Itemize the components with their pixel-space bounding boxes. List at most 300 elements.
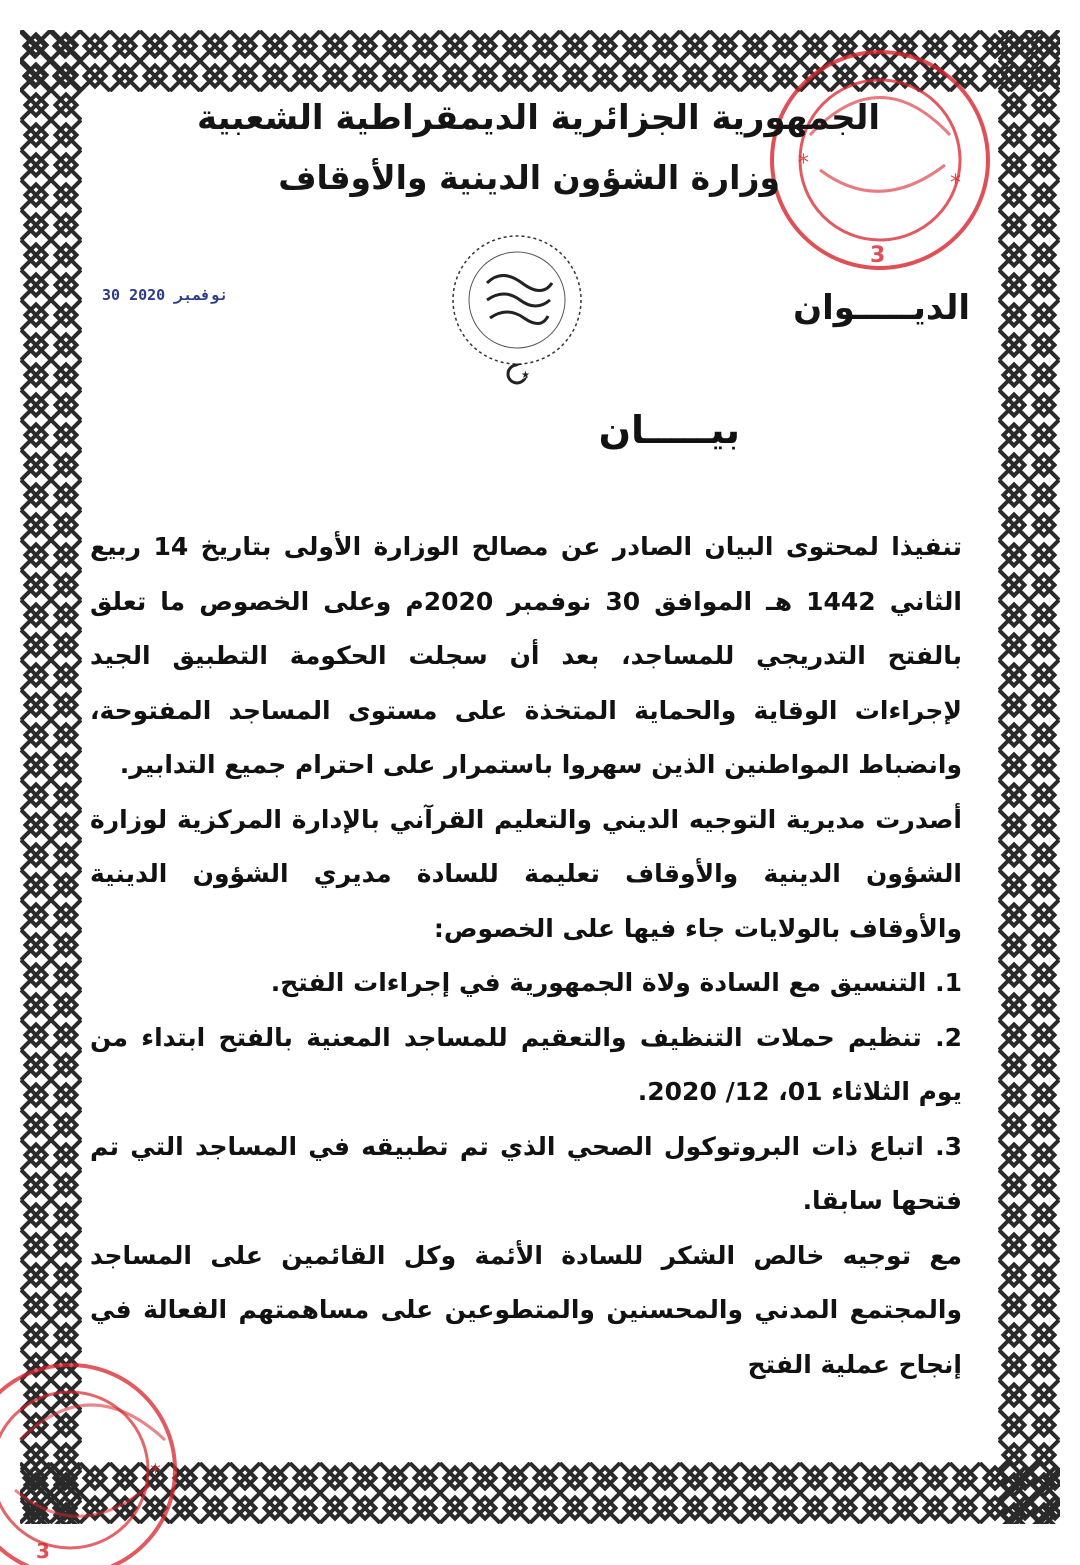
svg-text:★: ★ bbox=[521, 370, 530, 381]
svg-text:3: 3 bbox=[36, 1539, 50, 1563]
border-knot bbox=[110, 31, 140, 61]
border-knot bbox=[350, 61, 380, 91]
border-knot bbox=[1029, 120, 1059, 150]
border-knot bbox=[260, 1463, 290, 1493]
border-knot bbox=[999, 210, 1029, 240]
border-knot bbox=[470, 1493, 500, 1523]
border-knot bbox=[21, 1230, 51, 1260]
border-knot bbox=[560, 61, 590, 91]
border-knot bbox=[999, 1500, 1029, 1524]
border-knot bbox=[51, 180, 81, 210]
border-knot bbox=[920, 1463, 950, 1493]
border-knot bbox=[860, 1463, 890, 1493]
border-knot bbox=[1029, 660, 1059, 690]
border-knot bbox=[21, 510, 51, 540]
border-knot bbox=[21, 930, 51, 960]
border-knot bbox=[1029, 1320, 1059, 1350]
border-knot bbox=[1029, 1080, 1059, 1110]
border-knot bbox=[1029, 210, 1059, 240]
border-knot bbox=[999, 690, 1029, 720]
border-knot bbox=[51, 60, 81, 90]
border-knot bbox=[21, 720, 51, 750]
border-knot bbox=[260, 31, 290, 61]
border-knot bbox=[51, 780, 81, 810]
border-knot bbox=[51, 150, 81, 180]
border-knot bbox=[999, 270, 1029, 300]
border-knot bbox=[140, 61, 170, 91]
border-knot bbox=[1029, 270, 1059, 300]
border-knot bbox=[51, 930, 81, 960]
border-knot bbox=[999, 660, 1029, 690]
border-knot bbox=[51, 660, 81, 690]
border-knot bbox=[770, 1493, 800, 1523]
border-knot bbox=[1029, 240, 1059, 270]
border-knot bbox=[51, 330, 81, 360]
border-knot bbox=[999, 330, 1029, 360]
border-knot bbox=[530, 1463, 560, 1493]
border-knot bbox=[51, 270, 81, 300]
border-knot bbox=[999, 1200, 1029, 1230]
border-knot bbox=[1029, 720, 1059, 750]
border-knot bbox=[500, 31, 530, 61]
border-knot bbox=[51, 1320, 81, 1350]
border-knot bbox=[999, 540, 1029, 570]
border-knot bbox=[21, 1260, 51, 1290]
border-knot bbox=[620, 31, 650, 61]
border-knot bbox=[560, 1463, 590, 1493]
border-knot bbox=[530, 1493, 560, 1523]
border-knot bbox=[680, 1493, 710, 1523]
border-knot bbox=[920, 1493, 950, 1523]
border-knot bbox=[51, 990, 81, 1020]
border-knot bbox=[21, 630, 51, 660]
border-knot bbox=[1029, 1290, 1059, 1320]
border-knot bbox=[999, 630, 1029, 660]
border-knot bbox=[999, 1410, 1029, 1440]
border-knot bbox=[21, 360, 51, 390]
border-knot bbox=[500, 1493, 530, 1523]
list-item: 1. التنسيق مع السادة ولاة الجمهورية في إجراءات الفتح. bbox=[270, 968, 962, 997]
border-knot bbox=[1029, 750, 1059, 780]
border-knot bbox=[290, 1463, 320, 1493]
border-knot bbox=[51, 300, 81, 330]
border-knot bbox=[51, 1140, 81, 1170]
border-knot bbox=[999, 990, 1029, 1020]
border-knot bbox=[650, 31, 680, 61]
border-knot bbox=[650, 1463, 680, 1493]
border-knot bbox=[1029, 330, 1059, 360]
border-knot bbox=[51, 1290, 81, 1320]
border-knot bbox=[999, 930, 1029, 960]
border-knot bbox=[21, 1170, 51, 1200]
border-knot bbox=[51, 210, 81, 240]
border-knot bbox=[51, 30, 81, 60]
border-knot bbox=[51, 1020, 81, 1050]
border-knot bbox=[21, 1320, 51, 1350]
border-knot bbox=[1029, 1260, 1059, 1290]
border-knot bbox=[21, 90, 51, 120]
border-knot bbox=[1029, 840, 1059, 870]
border-knot bbox=[999, 1230, 1029, 1260]
border-knot bbox=[21, 690, 51, 720]
ministry-heading: وزارة الشؤون الدينية والأوقاف bbox=[278, 158, 780, 197]
border-knot bbox=[230, 31, 260, 61]
border-knot bbox=[999, 60, 1029, 90]
border-knot bbox=[590, 1463, 620, 1493]
border-knot bbox=[470, 61, 500, 91]
border-knot bbox=[21, 420, 51, 450]
border-knot bbox=[1029, 150, 1059, 180]
border-knot bbox=[890, 1463, 920, 1493]
border-knot bbox=[21, 30, 51, 60]
border-knot bbox=[999, 1170, 1029, 1200]
border-knot bbox=[860, 1493, 890, 1523]
border-knot bbox=[1029, 1440, 1059, 1470]
border-knot bbox=[380, 1493, 410, 1523]
border-knot bbox=[1029, 90, 1059, 120]
list-item: 2. تنظيم حملات التنظيف والتعقيم للمساجد المعنية بالفتح ابتداء من يوم الثلاثاء 01، 12/ 2020. bbox=[90, 1022, 962, 1106]
border-knot bbox=[950, 1463, 980, 1493]
border-knot bbox=[410, 31, 440, 61]
border-knot bbox=[800, 1463, 830, 1493]
border-knot bbox=[680, 1463, 710, 1493]
border-knot bbox=[51, 480, 81, 510]
border-knot bbox=[21, 900, 51, 930]
border-knot bbox=[620, 1493, 650, 1523]
border-knot bbox=[999, 300, 1029, 330]
border-knot bbox=[740, 1463, 770, 1493]
border-knot bbox=[800, 1493, 830, 1523]
border-knot bbox=[21, 1200, 51, 1230]
border-knot bbox=[1029, 990, 1059, 1020]
border-knot bbox=[620, 61, 650, 91]
border-knot bbox=[51, 390, 81, 420]
border-knot bbox=[999, 1350, 1029, 1380]
border-knot bbox=[650, 61, 680, 91]
border-knot bbox=[710, 61, 740, 91]
border-knot bbox=[350, 1493, 380, 1523]
border-knot bbox=[51, 1170, 81, 1200]
border-knot bbox=[1029, 1110, 1059, 1140]
border-knot bbox=[21, 210, 51, 240]
border-knot bbox=[21, 1020, 51, 1050]
list-item: 3. اتباع ذات البروتوكول الصحي الذي تم تطبيقه في المساجد التي تم فتحها سابقا. bbox=[90, 1131, 962, 1215]
border-knot bbox=[710, 1493, 740, 1523]
border-knot bbox=[51, 810, 81, 840]
border-knot bbox=[590, 31, 620, 61]
border-knot bbox=[1029, 180, 1059, 210]
border-knot bbox=[999, 870, 1029, 900]
border-knot bbox=[21, 150, 51, 180]
border-knot bbox=[230, 1493, 260, 1523]
border-knot bbox=[440, 61, 470, 91]
border-left bbox=[20, 30, 82, 1524]
border-knot bbox=[999, 120, 1029, 150]
border-knot bbox=[380, 61, 410, 91]
border-knot bbox=[51, 600, 81, 630]
border-knot bbox=[710, 31, 740, 61]
border-knot bbox=[51, 90, 81, 120]
border-knot bbox=[710, 1463, 740, 1493]
border-knot bbox=[51, 630, 81, 660]
border-knot bbox=[21, 750, 51, 780]
border-knot bbox=[51, 360, 81, 390]
border-knot bbox=[410, 1493, 440, 1523]
border-knot bbox=[21, 960, 51, 990]
border-knot bbox=[380, 31, 410, 61]
border-knot bbox=[51, 690, 81, 720]
border-knot bbox=[170, 31, 200, 61]
border-knot bbox=[999, 510, 1029, 540]
border-knot bbox=[21, 870, 51, 900]
border-knot bbox=[51, 510, 81, 540]
border-knot bbox=[21, 1080, 51, 1110]
border-knot bbox=[51, 540, 81, 570]
border-knot bbox=[999, 1470, 1029, 1500]
border-knot bbox=[470, 31, 500, 61]
border-knot bbox=[21, 480, 51, 510]
border-knot bbox=[1029, 570, 1059, 600]
border-knot bbox=[999, 720, 1029, 750]
border-knot bbox=[51, 900, 81, 930]
border-knot bbox=[830, 1493, 860, 1523]
border-knot bbox=[1029, 1050, 1059, 1080]
border-knot bbox=[230, 61, 260, 91]
date-stamp: 30 نوفمبر 2020 bbox=[102, 286, 229, 304]
border-knot bbox=[21, 330, 51, 360]
border-knot bbox=[440, 1493, 470, 1523]
border-knot bbox=[740, 1493, 770, 1523]
border-knot bbox=[999, 180, 1029, 210]
border-knot bbox=[80, 61, 110, 91]
border-knot bbox=[140, 31, 170, 61]
border-knot bbox=[320, 1493, 350, 1523]
border-knot bbox=[999, 1260, 1029, 1290]
border-knot bbox=[999, 1110, 1029, 1140]
border-knot bbox=[1029, 1380, 1059, 1410]
border-knot bbox=[110, 61, 140, 91]
border-knot bbox=[51, 570, 81, 600]
border-knot bbox=[51, 720, 81, 750]
border-knot bbox=[999, 1380, 1029, 1410]
border-knot bbox=[320, 1463, 350, 1493]
border-knot bbox=[410, 1463, 440, 1493]
border-knot bbox=[1029, 1200, 1059, 1230]
border-knot bbox=[51, 120, 81, 150]
border-knot bbox=[500, 61, 530, 91]
border-knot bbox=[200, 31, 230, 61]
border-knot bbox=[21, 660, 51, 690]
border-knot bbox=[21, 810, 51, 840]
border-knot bbox=[440, 1463, 470, 1493]
border-knot bbox=[51, 1230, 81, 1260]
border-knot bbox=[500, 1463, 530, 1493]
border-knot bbox=[999, 1320, 1029, 1350]
border-knot bbox=[999, 1440, 1029, 1470]
border-knot bbox=[51, 750, 81, 780]
border-knot bbox=[1029, 810, 1059, 840]
border-knot bbox=[260, 1493, 290, 1523]
office-heading: الديـــــوان bbox=[793, 288, 970, 328]
border-knot bbox=[999, 30, 1029, 60]
border-knot bbox=[830, 1463, 860, 1493]
document-page bbox=[90, 90, 990, 1460]
border-knot bbox=[999, 1020, 1029, 1050]
border-knot bbox=[999, 150, 1029, 180]
border-knot bbox=[21, 60, 51, 90]
border-knot bbox=[999, 810, 1029, 840]
border-knot bbox=[21, 600, 51, 630]
border-knot bbox=[650, 1493, 680, 1523]
statement-body bbox=[90, 520, 962, 1392]
border-knot bbox=[350, 1463, 380, 1493]
border-knot bbox=[320, 61, 350, 91]
republic-heading: الجمهورية الجزائرية الديمقراطية الشعبية bbox=[197, 98, 880, 138]
border-knot bbox=[1029, 900, 1059, 930]
border-knot bbox=[200, 61, 230, 91]
border-knot bbox=[51, 870, 81, 900]
border-knot bbox=[560, 31, 590, 61]
border-knot bbox=[999, 750, 1029, 780]
border-knot bbox=[999, 1080, 1029, 1110]
border-knot bbox=[21, 780, 51, 810]
border-knot bbox=[1029, 1140, 1059, 1170]
border-knot bbox=[230, 1463, 260, 1493]
border-knot bbox=[999, 390, 1029, 420]
border-knot bbox=[260, 61, 290, 91]
border-knot bbox=[999, 780, 1029, 810]
border-knot bbox=[1029, 1410, 1059, 1440]
border-knot bbox=[350, 31, 380, 61]
border-knot bbox=[51, 1260, 81, 1290]
border-knot bbox=[1029, 870, 1059, 900]
border-knot bbox=[51, 450, 81, 480]
border-knot bbox=[1029, 600, 1059, 630]
border-knot bbox=[950, 1493, 980, 1523]
border-knot bbox=[21, 1110, 51, 1140]
svg-text:*: * bbox=[150, 1461, 161, 1486]
border-knot bbox=[290, 1493, 320, 1523]
border-knot bbox=[21, 540, 51, 570]
border-knot bbox=[170, 61, 200, 91]
border-knot bbox=[999, 450, 1029, 480]
border-knot bbox=[1029, 360, 1059, 390]
border-knot bbox=[51, 1110, 81, 1140]
border-knot bbox=[590, 1493, 620, 1523]
border-right bbox=[998, 30, 1060, 1524]
border-knot bbox=[21, 840, 51, 870]
border-knot bbox=[999, 480, 1029, 510]
border-knot bbox=[999, 600, 1029, 630]
border-knot bbox=[21, 390, 51, 420]
border-knot bbox=[770, 1463, 800, 1493]
intro-paragraph: تنفيذا لمحتوى البيان الصادر عن مصالح الوزارة الأولى بتاريخ 14 ربيع الثاني 1442 هـ الموافق 30 نوفمبر 2020م وعلى الخصوص ما تعلق بالفتح التدريجي للمساجد، بعد أن سجلت الحكومة التطبيق الجيد لإجراءات الوقاية والحماية المتخذة على مستوى المساجد المفتوحة، وانضباط المواطنين الذين سهروا باستمرار على احترام جميع التدابير. bbox=[90, 532, 962, 779]
border-knot bbox=[470, 1463, 500, 1493]
border-knot bbox=[999, 570, 1029, 600]
border-knot bbox=[21, 240, 51, 270]
border-knot bbox=[1029, 690, 1059, 720]
emblem-icon bbox=[442, 228, 592, 388]
border-knot bbox=[1029, 630, 1059, 660]
border-knot bbox=[999, 960, 1029, 990]
border-knot bbox=[21, 1290, 51, 1320]
border-knot bbox=[80, 31, 110, 61]
border-knot bbox=[1029, 960, 1059, 990]
border-knot bbox=[999, 90, 1029, 120]
border-knot bbox=[51, 1050, 81, 1080]
border-knot bbox=[21, 1050, 51, 1080]
border-knot bbox=[999, 1290, 1029, 1320]
border-knot bbox=[1029, 930, 1059, 960]
border-knot bbox=[21, 450, 51, 480]
border-knot bbox=[21, 180, 51, 210]
border-knot bbox=[1029, 30, 1059, 60]
border-knot bbox=[999, 900, 1029, 930]
border-knot bbox=[590, 61, 620, 91]
border-knot bbox=[21, 120, 51, 150]
border-knot bbox=[620, 1463, 650, 1493]
border-knot bbox=[1029, 420, 1059, 450]
border-knot bbox=[21, 300, 51, 330]
border-knot bbox=[560, 1493, 590, 1523]
page-title: بيـــــان bbox=[598, 408, 740, 452]
border-knot bbox=[680, 61, 710, 91]
border-knot bbox=[999, 360, 1029, 390]
border-knot bbox=[380, 1463, 410, 1493]
border-knot bbox=[530, 61, 560, 91]
border-knot bbox=[290, 61, 320, 91]
border-knot bbox=[51, 1200, 81, 1230]
directive-paragraph: أصدرت مديرية التوجيه الديني والتعليم القرآني بالإدارة المركزية لوزارة الشؤون الدينية والأوقاف تعليمة للسادة مديري الشؤون الدينية والأوقاف بالولايات جاء فيها على الخصوص: bbox=[90, 804, 962, 943]
closing-paragraph: مع توجيه خالص الشكر للسادة الأئمة وكل القائمين على المساجد والمجتمع المدني والمحسنين والمتطوعين على مساهمتهم الفعالة في إنجاح عملية الفتح bbox=[90, 1240, 962, 1379]
border-knot bbox=[530, 31, 560, 61]
border-knot bbox=[1029, 780, 1059, 810]
border-knot bbox=[1029, 1350, 1059, 1380]
border-knot bbox=[999, 840, 1029, 870]
border-knot bbox=[1029, 450, 1059, 480]
border-knot bbox=[51, 240, 81, 270]
border-knot bbox=[21, 270, 51, 300]
border-knot bbox=[51, 420, 81, 450]
border-knot bbox=[1029, 300, 1059, 330]
border-knot bbox=[410, 61, 440, 91]
border-knot bbox=[21, 990, 51, 1020]
border-knot bbox=[1029, 1020, 1059, 1050]
border-knot bbox=[51, 840, 81, 870]
border-knot bbox=[320, 31, 350, 61]
border-knot bbox=[1029, 540, 1059, 570]
border-knot bbox=[999, 1050, 1029, 1080]
border-knot bbox=[21, 1140, 51, 1170]
border-knot bbox=[999, 240, 1029, 270]
border-knot bbox=[21, 570, 51, 600]
border-knot bbox=[440, 31, 470, 61]
border-knot bbox=[51, 1080, 81, 1110]
border-knot bbox=[1029, 60, 1059, 90]
border-knot bbox=[1029, 1230, 1059, 1260]
border-knot bbox=[1029, 1500, 1059, 1524]
border-knot bbox=[1029, 1170, 1059, 1200]
border-knot bbox=[890, 1493, 920, 1523]
border-knot bbox=[1029, 1470, 1059, 1500]
border-knot bbox=[680, 31, 710, 61]
border-knot bbox=[51, 960, 81, 990]
svg-text:*: * bbox=[798, 151, 809, 176]
border-knot bbox=[999, 1140, 1029, 1170]
border-knot bbox=[290, 31, 320, 61]
svg-text:3: 3 bbox=[870, 243, 886, 268]
border-knot bbox=[1029, 510, 1059, 540]
